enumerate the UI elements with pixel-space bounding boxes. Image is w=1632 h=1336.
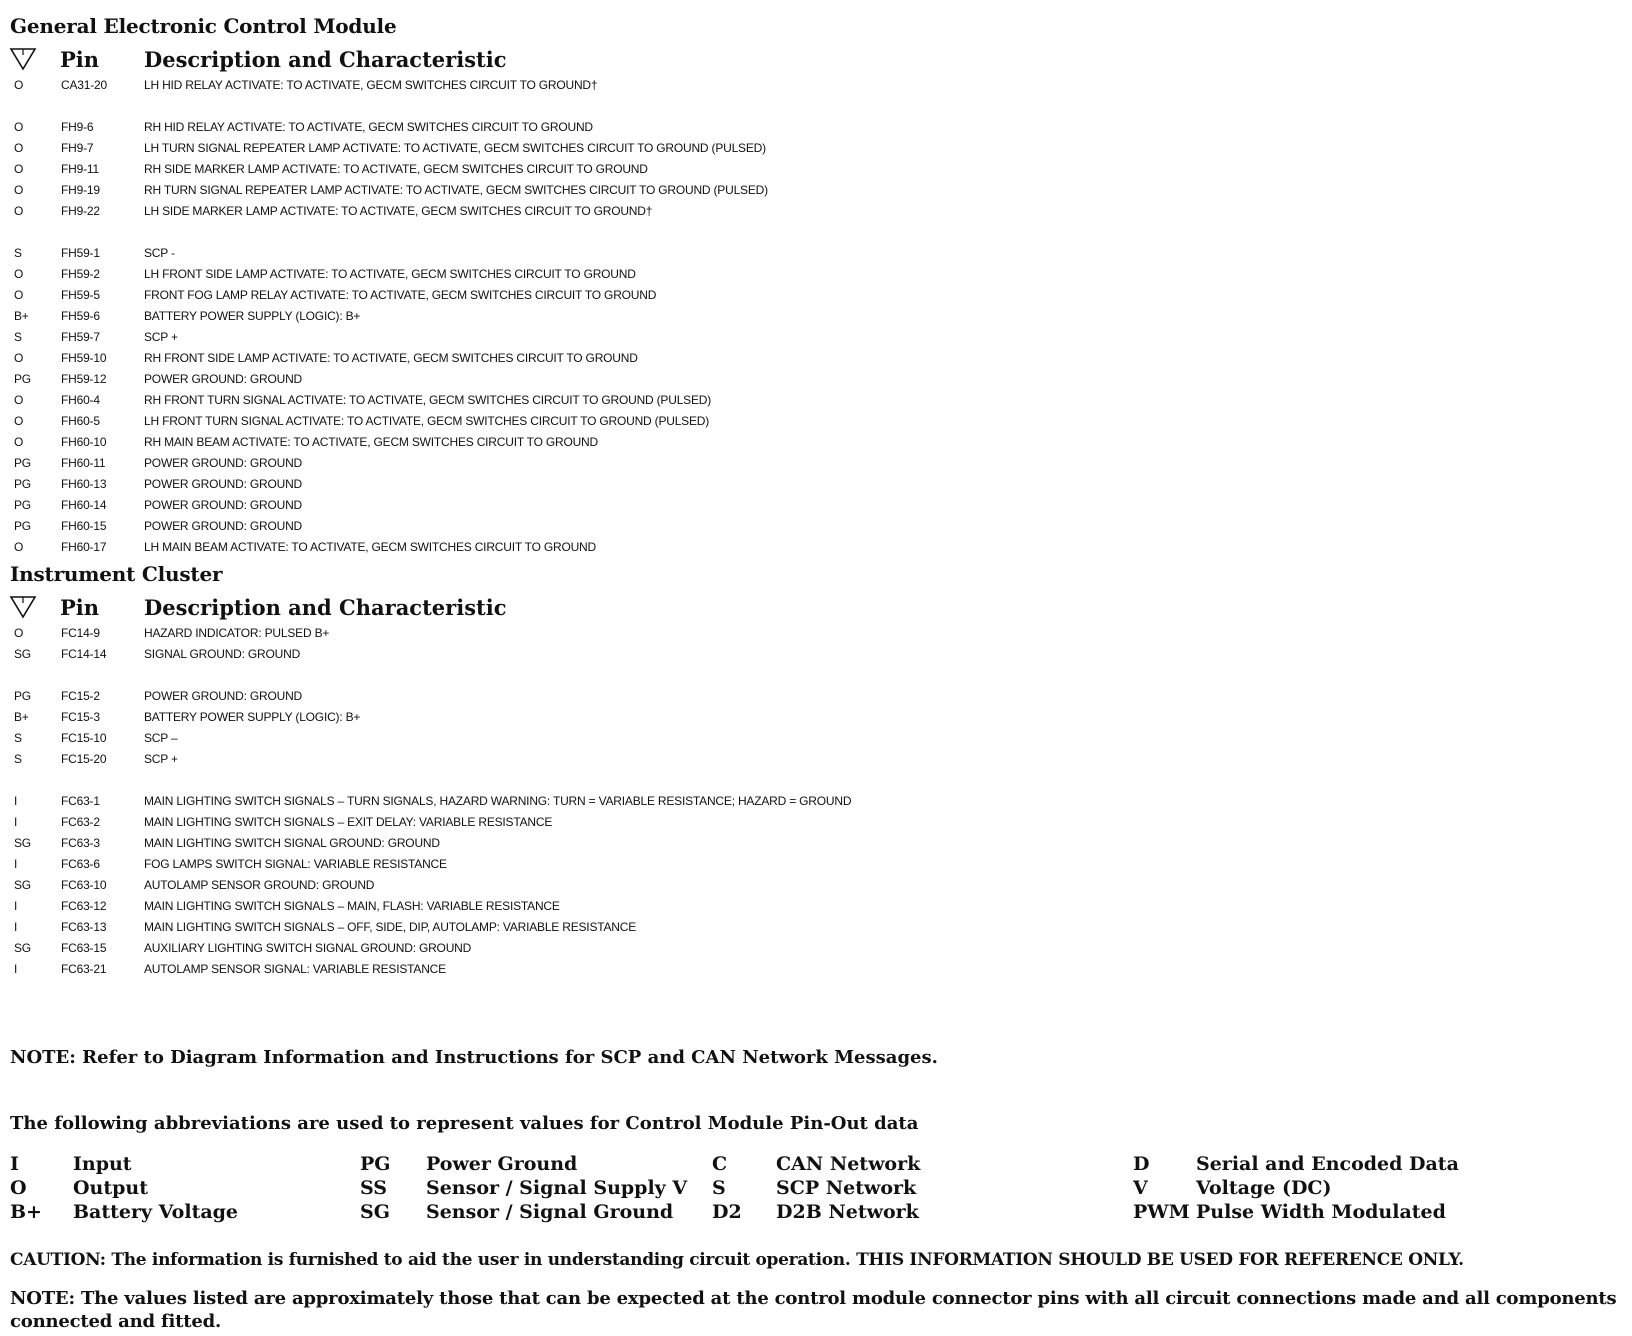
cluster-description-header: Description and Characteristic	[144, 595, 507, 620]
pin-description: MAIN LIGHTING SWITCH SIGNALS – EXIT DELAY: VARIABLE RESISTANCE	[144, 815, 553, 829]
pin-description: POWER GROUND: GROUND	[144, 456, 303, 470]
pin-id: FC63-12	[61, 899, 107, 913]
pin-type-code: O	[14, 141, 24, 155]
pin-id: FC15-2	[61, 689, 100, 703]
pin-id: FC63-3	[61, 836, 100, 850]
abbreviation-meaning: D2B Network	[776, 1201, 919, 1223]
pin-description: LH FRONT TURN SIGNAL ACTIVATE: TO ACTIVATE, GECM SWITCHES CIRCUIT TO GROUND (PULSED)	[144, 414, 710, 428]
table-row	[0, 623, 1632, 644]
abbreviations-legend	[0, 1153, 1632, 1233]
abbreviation-meaning: CAN Network	[776, 1153, 921, 1175]
table-row	[0, 411, 1632, 432]
table-row	[0, 138, 1632, 159]
pin-description: FOG LAMPS SWITCH SIGNAL: VARIABLE RESISTANCE	[144, 857, 447, 871]
pin-type-code: I	[14, 899, 18, 913]
pin-type-code: I	[14, 857, 18, 871]
pin-type-code: B+	[14, 710, 29, 724]
table-row	[0, 854, 1632, 875]
table-row	[0, 875, 1632, 896]
pin-description: POWER GROUND: GROUND	[144, 498, 303, 512]
pin-type-code: I	[14, 815, 18, 829]
pin-type-code: O	[14, 288, 24, 302]
pin-description: LH HID RELAY ACTIVATE: TO ACTIVATE, GECM SWITCHES CIRCUIT TO GROUND†	[144, 78, 598, 92]
caution-text: CAUTION: The information is furnished to aid the user in understanding circuit operation. THIS INFORMATION SHOULD BE USED FOR REFERENCE ONLY.	[10, 1250, 1464, 1270]
table-row	[0, 917, 1632, 938]
abbreviation-code: SG	[360, 1201, 390, 1223]
table-row	[0, 707, 1632, 728]
pin-type-code: SG	[14, 878, 31, 892]
pin-type-code: O	[14, 78, 24, 92]
pin-type-code: O	[14, 351, 24, 365]
abbreviation-code: PG	[360, 1153, 391, 1175]
pin-id: FC15-20	[61, 752, 107, 766]
pin-type-code: PG	[14, 372, 31, 386]
pin-id: FH59-10	[61, 351, 107, 365]
abbreviation-code: SS	[360, 1177, 388, 1199]
pin-description: BATTERY POWER SUPPLY (LOGIC): B+	[144, 710, 361, 724]
abbreviation-meaning: Sensor / Signal Ground	[426, 1201, 674, 1223]
abbreviation-code: V	[1133, 1177, 1148, 1199]
pin-id: FH59-12	[61, 372, 107, 386]
gecm-pin-table	[0, 75, 1632, 558]
pin-type-code: PG	[14, 689, 31, 703]
values-note: NOTE: The values listed are approximately those that can be expected at the control module connector pins with all circuit connections made and all components connected and fitted.	[10, 1288, 1617, 1332]
pin-id: FH60-14	[61, 498, 107, 512]
cluster-column-headers	[0, 593, 1632, 623]
pin-description: LH SIDE MARKER LAMP ACTIVATE: TO ACTIVATE, GECM SWITCHES CIRCUIT TO GROUND†	[144, 204, 653, 218]
abbreviation-meaning: Input	[73, 1153, 132, 1175]
pin-id: FH59-1	[61, 246, 100, 260]
pin-description: BATTERY POWER SUPPLY (LOGIC): B+	[144, 309, 361, 323]
table-row	[0, 243, 1632, 264]
gecm-column-headers	[0, 45, 1632, 75]
table-row	[0, 369, 1632, 390]
pin-type-code: O	[14, 162, 24, 176]
pin-id: FH59-5	[61, 288, 100, 302]
pin-type-code: SG	[14, 941, 31, 955]
pin-id: FH59-2	[61, 267, 100, 281]
direction-triangle-icon	[9, 46, 37, 72]
abbreviation-meaning: Voltage (DC)	[1196, 1177, 1332, 1199]
pin-type-code: I	[14, 962, 18, 976]
pin-type-code: O	[14, 626, 24, 640]
pin-description: POWER GROUND: GROUND	[144, 477, 303, 491]
table-row	[0, 348, 1632, 369]
pin-description: SIGNAL GROUND: GROUND	[144, 647, 301, 661]
pin-type-code: O	[14, 435, 24, 449]
table-row	[0, 117, 1632, 138]
abbreviation-code: PWM	[1133, 1201, 1190, 1223]
pin-id: FH60-13	[61, 477, 107, 491]
pin-description: SCP +	[144, 752, 178, 766]
pin-type-code: O	[14, 204, 24, 218]
pin-type-code: O	[14, 393, 24, 407]
pin-description: POWER GROUND: GROUND	[144, 372, 303, 386]
pin-id: FC63-6	[61, 857, 100, 871]
pin-id: FH60-10	[61, 435, 107, 449]
pin-type-code: SG	[14, 647, 31, 661]
abbreviation-meaning: Serial and Encoded Data	[1196, 1153, 1459, 1175]
pin-description: FRONT FOG LAMP RELAY ACTIVATE: TO ACTIVATE, GECM SWITCHES CIRCUIT TO GROUND	[144, 288, 657, 302]
pin-description: LH FRONT SIDE LAMP ACTIVATE: TO ACTIVATE, GECM SWITCHES CIRCUIT TO GROUND	[144, 267, 636, 281]
table-row	[0, 159, 1632, 180]
abbreviation-code: I	[10, 1153, 19, 1175]
pin-description: RH FRONT TURN SIGNAL ACTIVATE: TO ACTIVATE, GECM SWITCHES CIRCUIT TO GROUND (PULSED)	[144, 393, 712, 407]
table-row	[0, 896, 1632, 917]
pin-id: FC63-21	[61, 962, 107, 976]
abbreviation-meaning: Pulse Width Modulated	[1196, 1201, 1446, 1223]
pin-description: MAIN LIGHTING SWITCH SIGNALS – TURN SIGNALS, HAZARD WARNING: TURN = VARIABLE RESISTANCE; HAZARD = GROUND	[144, 794, 852, 808]
pin-id: FC63-15	[61, 941, 107, 955]
pin-id: FH9-6	[61, 120, 94, 134]
pin-type-code: O	[14, 414, 24, 428]
pin-id: FC14-14	[61, 647, 107, 661]
pin-description: MAIN LIGHTING SWITCH SIGNAL GROUND: GROUND	[144, 836, 440, 850]
cluster-pin-header: Pin	[60, 595, 100, 620]
table-row	[0, 938, 1632, 959]
pin-id: FH60-5	[61, 414, 100, 428]
abbreviation-meaning: Sensor / Signal Supply V	[426, 1177, 688, 1199]
pin-type-code: O	[14, 120, 24, 134]
pin-description: LH MAIN BEAM ACTIVATE: TO ACTIVATE, GECM SWITCHES CIRCUIT TO GROUND	[144, 540, 596, 554]
table-row	[0, 453, 1632, 474]
pin-description: SCP +	[144, 330, 178, 344]
table-row	[0, 812, 1632, 833]
table-row	[0, 516, 1632, 537]
pin-type-code: B+	[14, 309, 29, 323]
table-row	[0, 432, 1632, 453]
pin-id: FC14-9	[61, 626, 100, 640]
table-row	[0, 728, 1632, 749]
pin-description: RH TURN SIGNAL REPEATER LAMP ACTIVATE: TO ACTIVATE, GECM SWITCHES CIRCUIT TO GROUND (PULSED)	[144, 183, 768, 197]
abbreviation-code: D2	[712, 1201, 742, 1223]
table-row	[0, 959, 1632, 980]
pin-description: POWER GROUND: GROUND	[144, 689, 303, 703]
pin-description: AUXILIARY LIGHTING SWITCH SIGNAL GROUND: GROUND	[144, 941, 472, 955]
pin-id: FH60-15	[61, 519, 107, 533]
pin-id: FH9-22	[61, 204, 100, 218]
table-row	[0, 201, 1632, 222]
table-row	[0, 327, 1632, 348]
table-row	[0, 264, 1632, 285]
pin-id: FC63-1	[61, 794, 100, 808]
pin-description: RH HID RELAY ACTIVATE: TO ACTIVATE, GECM SWITCHES CIRCUIT TO GROUND	[144, 120, 593, 134]
table-row	[0, 791, 1632, 812]
pin-id: FH9-7	[61, 141, 94, 155]
pin-description: LH TURN SIGNAL REPEATER LAMP ACTIVATE: TO ACTIVATE, GECM SWITCHES CIRCUIT TO GROUND (PULSED)	[144, 141, 766, 155]
pin-id: CA31-20	[61, 78, 107, 92]
gecm-title: General Electronic Control Module	[10, 14, 397, 38]
pin-id: FH9-19	[61, 183, 100, 197]
abbreviation-code: D	[1133, 1153, 1150, 1175]
pin-type-code: PG	[14, 477, 31, 491]
pin-description: RH SIDE MARKER LAMP ACTIVATE: TO ACTIVATE, GECM SWITCHES CIRCUIT TO GROUND	[144, 162, 648, 176]
abbreviation-code: B+	[10, 1201, 42, 1223]
pin-type-code: SG	[14, 836, 31, 850]
table-row	[0, 180, 1632, 201]
pin-id: FC63-10	[61, 878, 107, 892]
pin-type-code: S	[14, 731, 22, 745]
table-row	[0, 306, 1632, 327]
pin-type-code: I	[14, 920, 18, 934]
pin-id: FH60-11	[61, 456, 106, 470]
pin-description: RH FRONT SIDE LAMP ACTIVATE: TO ACTIVATE, GECM SWITCHES CIRCUIT TO GROUND	[144, 351, 638, 365]
pin-id: FC63-2	[61, 815, 100, 829]
pin-type-code: S	[14, 246, 22, 260]
pin-id: FH59-6	[61, 309, 100, 323]
pin-type-code: O	[14, 540, 24, 554]
table-row	[0, 474, 1632, 495]
pin-type-code: I	[14, 794, 18, 808]
pin-id: FC15-10	[61, 731, 107, 745]
table-row	[0, 644, 1632, 665]
cluster-title: Instrument Cluster	[10, 562, 223, 586]
pin-description: SCP –	[144, 731, 178, 745]
table-row	[0, 749, 1632, 770]
abbreviation-code: S	[712, 1177, 726, 1199]
pin-type-code: O	[14, 183, 24, 197]
pin-type-code: S	[14, 330, 22, 344]
abbreviation-meaning: Battery Voltage	[73, 1201, 239, 1223]
pin-id: FH60-17	[61, 540, 107, 554]
abbreviation-meaning: SCP Network	[776, 1177, 917, 1199]
pin-id: FH60-4	[61, 393, 100, 407]
pin-type-code: PG	[14, 498, 31, 512]
abbreviation-meaning: Output	[73, 1177, 149, 1199]
pin-type-code: PG	[14, 456, 31, 470]
pin-id: FH9-11	[61, 162, 99, 176]
gecm-description-header: Description and Characteristic	[144, 47, 507, 72]
scp-can-note: NOTE: Refer to Diagram Information and Instructions for SCP and CAN Network Messages.	[10, 1047, 938, 1068]
pin-id: FH59-7	[61, 330, 100, 344]
abbreviation-code: O	[10, 1177, 27, 1199]
pin-description: AUTOLAMP SENSOR SIGNAL: VARIABLE RESISTANCE	[144, 962, 446, 976]
abbreviations-intro: The following abbreviations are used to represent values for Control Module Pin-Out data	[10, 1113, 919, 1134]
abbreviation-code: C	[712, 1153, 728, 1175]
table-row	[0, 833, 1632, 854]
pin-type-code: PG	[14, 519, 31, 533]
pin-description: RH MAIN BEAM ACTIVATE: TO ACTIVATE, GECM SWITCHES CIRCUIT TO GROUND	[144, 435, 598, 449]
pin-description: MAIN LIGHTING SWITCH SIGNALS – OFF, SIDE, DIP, AUTOLAMP: VARIABLE RESISTANCE	[144, 920, 637, 934]
table-row	[0, 75, 1632, 96]
cluster-pin-table	[0, 623, 1632, 980]
pin-id: FC15-3	[61, 710, 100, 724]
table-row	[0, 495, 1632, 516]
gecm-pin-header: Pin	[60, 47, 100, 72]
pin-description: POWER GROUND: GROUND	[144, 519, 303, 533]
table-row	[0, 537, 1632, 558]
table-row	[0, 285, 1632, 306]
table-row	[0, 686, 1632, 707]
pin-type-code: O	[14, 267, 24, 281]
pin-id: FC63-13	[61, 920, 107, 934]
pin-type-code: S	[14, 752, 22, 766]
pin-description: HAZARD INDICATOR: PULSED B+	[144, 626, 330, 640]
abbreviation-meaning: Power Ground	[426, 1153, 578, 1175]
pin-description: SCP -	[144, 246, 175, 260]
table-row	[0, 390, 1632, 411]
direction-triangle-icon	[9, 594, 37, 620]
pin-description: AUTOLAMP SENSOR GROUND: GROUND	[144, 878, 375, 892]
pin-description: MAIN LIGHTING SWITCH SIGNALS – MAIN, FLASH: VARIABLE RESISTANCE	[144, 899, 560, 913]
